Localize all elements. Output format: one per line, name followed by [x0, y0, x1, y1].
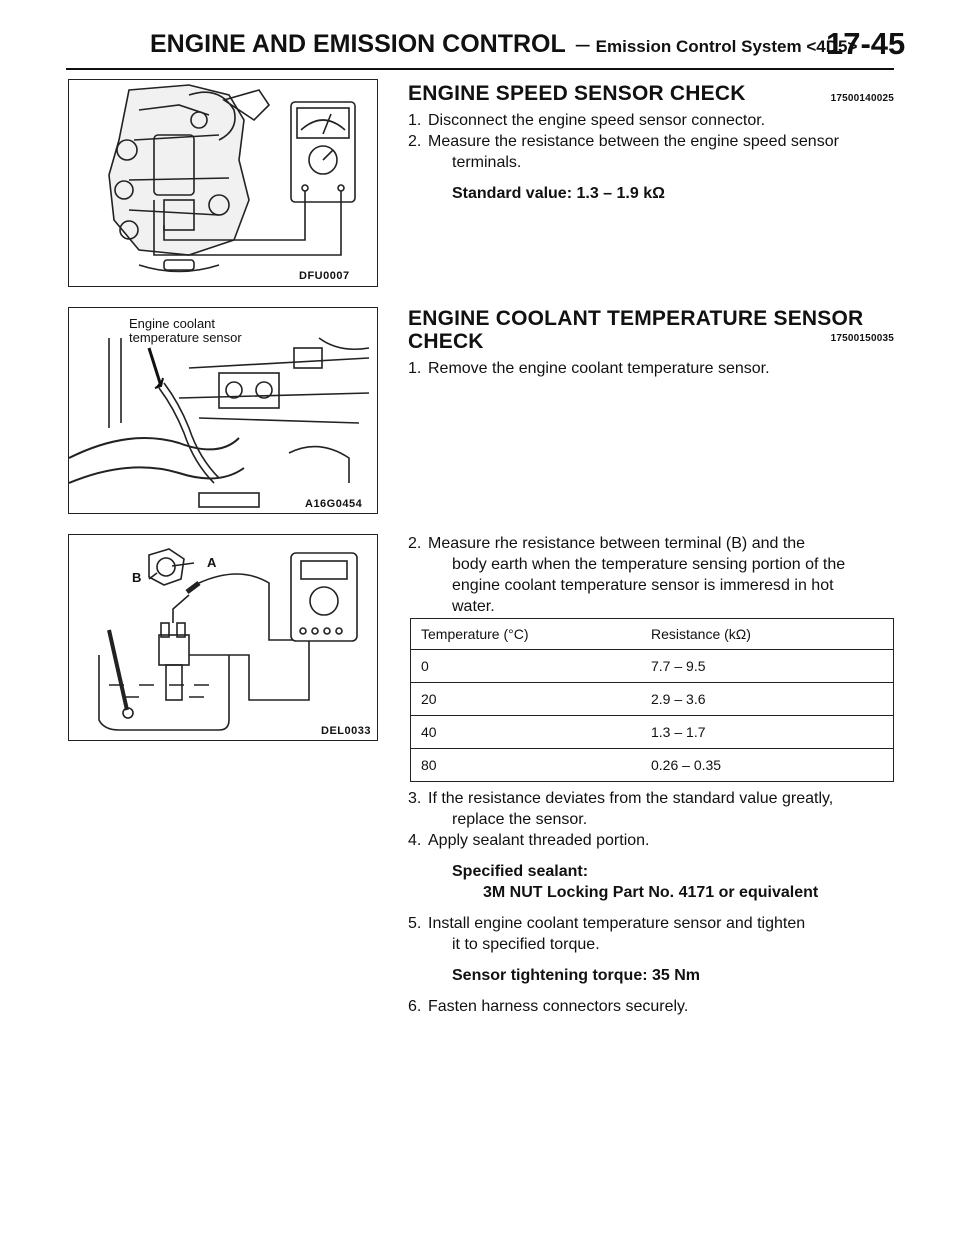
section-coolant-temp-sensor-heading — [408, 307, 894, 357]
terminal-a-label: A — [207, 555, 217, 570]
table-cell: 20 — [411, 683, 642, 716]
step-text: Disconnect the engine speed sensor connector. — [428, 112, 766, 129]
resistance-table — [410, 618, 894, 782]
step-continuation: terminals. — [452, 154, 522, 171]
figure-engine-speed-sensor — [68, 79, 378, 287]
step-number: 5. — [408, 915, 422, 932]
step-number: 4. — [408, 832, 422, 849]
step — [408, 358, 894, 379]
header-subtitle: Emission Control System <4D5> — [595, 37, 858, 56]
step — [408, 830, 894, 851]
step-number: 2. — [408, 133, 422, 150]
step-continuation: it to specified torque. — [452, 936, 600, 953]
step-text: Measure the resistance between the engine speed sensor — [428, 133, 839, 150]
terminal-b-label: B — [132, 570, 142, 585]
table-header-row — [411, 619, 894, 650]
step-text: Remove the engine coolant temperature sensor. — [428, 360, 770, 377]
page-number: 17-45 — [826, 26, 906, 61]
step-continuation: water. — [452, 598, 495, 615]
section-engine-speed-sensor-steps — [408, 110, 894, 204]
standard-value: Standard value: 1.3 – 1.9 kΩ — [452, 185, 665, 202]
step — [408, 788, 894, 809]
table-header: Resistance (kΩ) — [641, 619, 894, 650]
sealant-label: Specified sealant: — [452, 863, 589, 880]
table-row — [411, 650, 894, 683]
header-divider — [66, 68, 894, 70]
step-text: Fasten harness connectors securely. — [428, 998, 689, 1015]
step-number: 1. — [408, 112, 422, 129]
section-title: ENGINE SPEED SENSOR CHECK — [408, 82, 746, 105]
step-number: 6. — [408, 998, 422, 1015]
sealant-value: 3M NUT Locking Part No. 4171 or equivalent — [483, 884, 819, 901]
step-number: 1. — [408, 360, 422, 377]
table-cell: 0.26 – 0.35 — [641, 749, 894, 782]
section-title-line1: ENGINE COOLANT TEMPERATURE SENSOR — [408, 307, 864, 330]
table-row — [411, 683, 894, 716]
coolant-step1 — [408, 358, 894, 379]
engine-speed-sensor-illustration — [69, 80, 377, 286]
page-header-title — [150, 30, 857, 59]
step-text: Install engine coolant temperature sensor and tighten — [428, 915, 806, 932]
header-title: ENGINE AND EMISSION CONTROL — [150, 30, 566, 58]
step-text: If the resistance deviates from the standard value greatly, — [428, 790, 834, 807]
figure-code: DEL0033 — [321, 725, 371, 737]
figure-code: DFU0007 — [299, 270, 350, 282]
step-continuation: body earth when the temperature sensing portion of the — [452, 556, 846, 573]
figure-coolant-sensor-location — [68, 307, 378, 514]
table-cell: 40 — [411, 716, 642, 749]
step — [408, 533, 894, 554]
table-row — [411, 749, 894, 782]
section-title-line2: CHECK — [408, 330, 484, 353]
step — [408, 913, 894, 934]
figure-label-line1: Engine coolant — [129, 316, 216, 331]
step-text: Apply sealant threaded portion. — [428, 832, 650, 849]
step — [408, 996, 894, 1017]
header-dash: – — [575, 30, 590, 58]
step — [408, 110, 894, 131]
section-id: 17500150035 — [830, 333, 894, 344]
step-continuation: replace the sensor. — [452, 811, 588, 828]
table-cell: 1.3 – 1.7 — [641, 716, 894, 749]
torque-value: Sensor tightening torque: 35 Nm — [452, 967, 701, 984]
figure-label-line2: temperature sensor — [129, 330, 242, 345]
table-header: Temperature (°C) — [411, 619, 642, 650]
section-id: 17500140025 — [830, 93, 894, 104]
table-row — [411, 716, 894, 749]
step-continuation: engine coolant temperature sensor is immeresd in hot — [452, 577, 834, 594]
coolant-step2 — [408, 533, 894, 617]
figure-coolant-sensor-test — [68, 534, 378, 741]
table-cell: 7.7 – 9.5 — [641, 650, 894, 683]
table-cell: 2.9 – 3.6 — [641, 683, 894, 716]
step-number: 3. — [408, 790, 422, 807]
step — [408, 131, 894, 152]
coolant-steps-3-6 — [408, 788, 894, 1017]
figure-code: A16G0454 — [305, 498, 363, 510]
step-text: Measure rhe resistance between terminal (B) and the — [428, 535, 806, 552]
section-engine-speed-sensor-heading — [408, 82, 894, 108]
step-number: 2. — [408, 535, 422, 552]
section-title-line2-wrap — [408, 330, 894, 353]
table-cell: 0 — [411, 650, 642, 683]
coolant-sensor-test-illustration — [69, 535, 377, 740]
table-cell: 80 — [411, 749, 642, 782]
